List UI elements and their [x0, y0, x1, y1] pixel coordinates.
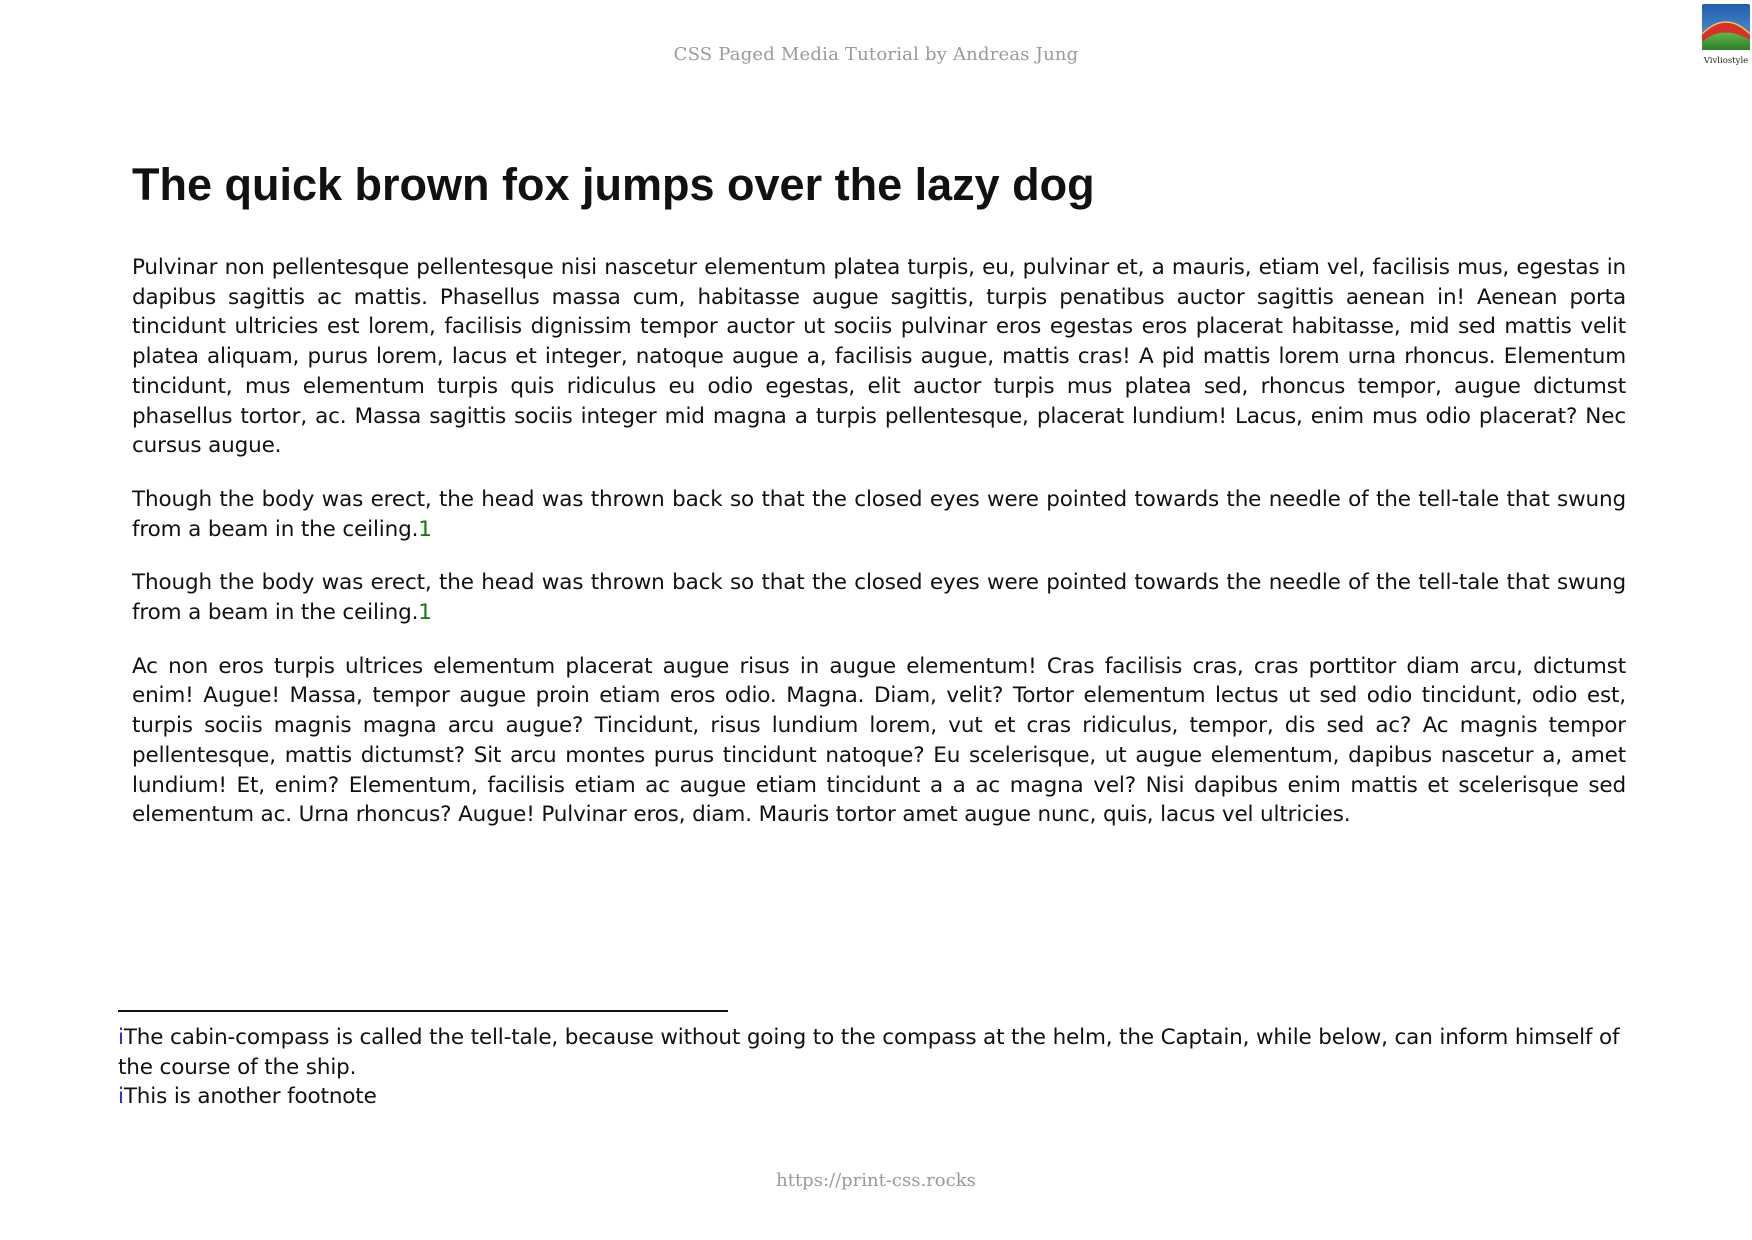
- footnote-marker: i: [118, 1084, 124, 1109]
- footnote-reference-link[interactable]: 1: [418, 600, 432, 626]
- running-header: CSS Paged Media Tutorial by Andreas Jung: [673, 44, 1079, 65]
- logo-wordmark: Vivliostyle: [1703, 56, 1749, 66]
- paragraph-4: [132, 652, 1626, 830]
- paragraph-3: [132, 568, 1626, 627]
- paragraph-text: Pulvinar non pellentesque pellentesque nisi nascetur elementum platea turpis, eu, pulvinar et, a mauris, etiam vel, facilisis mus, egestas in dapibus sagittis ac mattis. Phasellus massa cum, habitasse augue sagittis, turpis penatibus auctor sagittis aenean in! Aenean porta tincidunt ultricies est lorem, facilisis dignissim tempor auctor ut sociis pulvinar eros egestas eros placerat habitasse, mid sed mattis velit platea aliquam, purus lorem, lacus et integer, natoque augue a, facilisis augue, mattis cras! A pid mattis lorem urna rhoncus. Elementum tincidunt, mus elementum turpis quis ridiculus eu odio egestas, elit auctor turpis mus platea sed, rhoncus tempor, augue dictumst phasellus tortor, ac. Massa sagittis sociis integer mid magna a turpis pellentesque, placerat lundium! Lacus, enim mus odio placerat? Nec cursus augue.: [132, 255, 1626, 459]
- logo-mark-icon: [1700, 4, 1752, 54]
- footnote-separator: [118, 1010, 728, 1012]
- footnote-1: [118, 1023, 1640, 1082]
- paragraph-text: Though the body was erect, the head was thrown back so that the closed eyes were pointed towards the needle of the tell-tale that swung from a beam in the ceiling.: [132, 486, 1626, 542]
- footnote-text: The cabin-compass is called the tell-tale, because without going to the compass at the helm, the Captain, while below, can inform himself of the course of the ship.: [118, 1025, 1620, 1080]
- footnote-marker: i: [118, 1025, 124, 1050]
- main-content: [132, 150, 1626, 854]
- page-title: The quick brown fox jumps over the lazy dog: [132, 159, 1095, 210]
- running-footer-url: https://print-css.rocks: [776, 1170, 976, 1191]
- paragraph-1: [132, 253, 1626, 461]
- paragraph-text: Though the body was erect, the head was thrown back so that the closed eyes were pointed towards the needle of the tell-tale that swung from a beam in the ceiling.: [132, 570, 1626, 626]
- footnote-reference-link[interactable]: 1: [418, 516, 432, 542]
- paragraph-text: Ac non eros turpis ultrices elementum placerat augue risus in augue elementum! Cras facilisis cras, cras porttitor diam arcu, dictumst enim! Augue! Massa, tempor augue proin etiam eros odio. Magna. Diam, velit? Tortor elementum lectus ut sed odio tincidunt, odio est, turpis sociis magnis magna arcu augue? Tincidunt, risus lundium lorem, vut et cras ridiculus, tempor, dis sed ac? Ac magnis tempor pellentesque, mattis dictumst? Sit arcu montes purus tincidunt natoque? Eu scelerisque, ut augue elementum, dapibus nascetur a, amet lundium! Et, enim? Elementum, facilisis etiam ac augue etiam tincidunt a a ac magna vel? Nisi dapibus enim mattis et scelerisque sed elementum ac. Urna rhoncus? Augue! Pulvinar eros, diam. Mauris tortor amet augue nunc, quis, lacus vel ultricies.: [132, 653, 1626, 828]
- footnote-area: [118, 1023, 1640, 1112]
- footnote-2: [118, 1082, 1640, 1112]
- paragraph-2: [132, 485, 1626, 544]
- vivliostyle-logo: [1700, 4, 1752, 68]
- footnote-text: This is another footnote: [123, 1084, 377, 1109]
